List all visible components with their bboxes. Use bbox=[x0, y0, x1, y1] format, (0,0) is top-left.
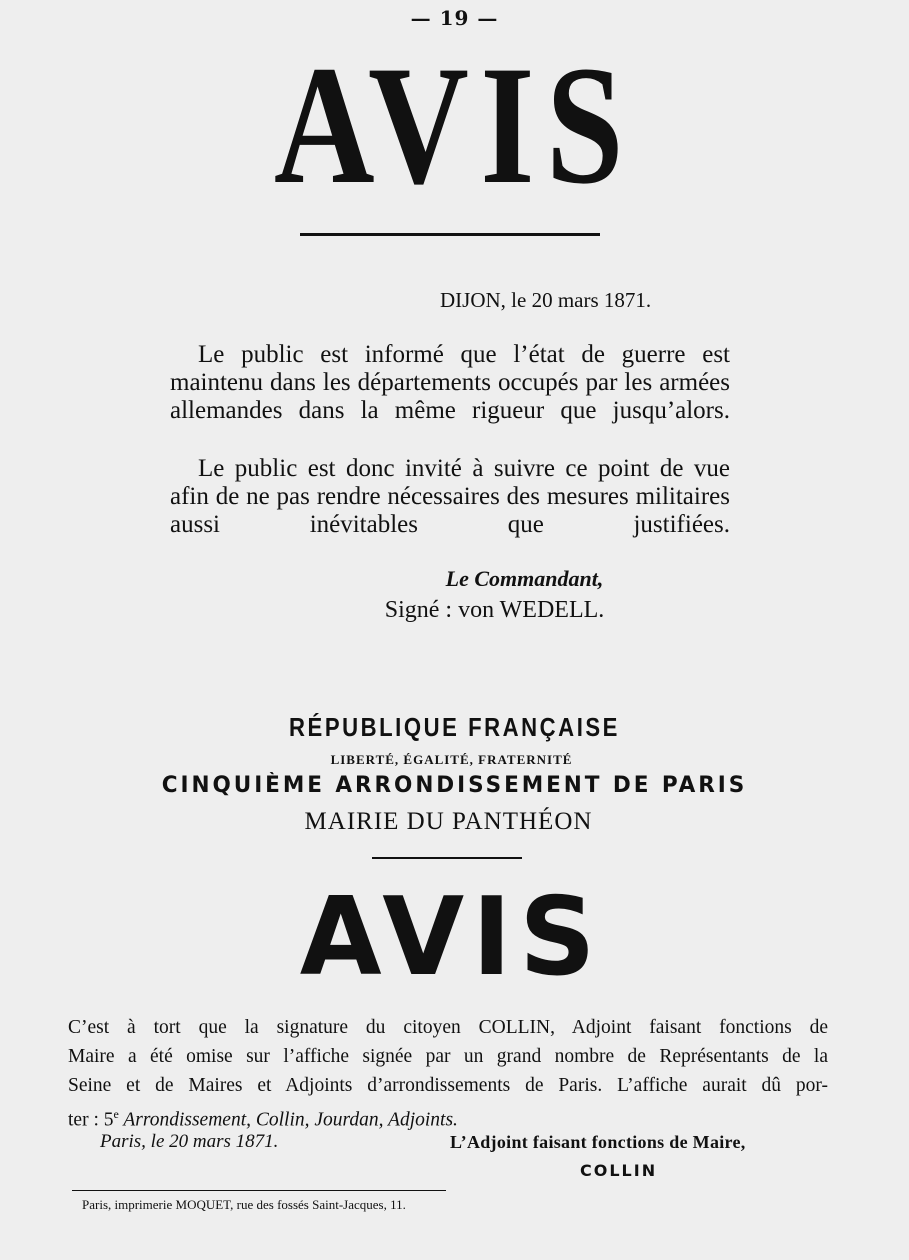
notice2-body-italic: Arrondissement, Collin, Jourdan, Adjoints. bbox=[118, 1109, 458, 1131]
avis-heading-1: AVIS bbox=[273, 31, 636, 219]
notice2-body-line: Seine et de Maires et Adjoints d’arrondissements de Paris. L’affiche aurait dû por- bbox=[68, 1075, 828, 1096]
avis-heading-2: AVIS bbox=[299, 875, 604, 1000]
notice1-paragraph-1 bbox=[170, 341, 730, 425]
notice2-body bbox=[68, 1013, 828, 1129]
notice1-paragraph-2 bbox=[170, 455, 730, 539]
ornament-rule-1 bbox=[300, 233, 600, 236]
dateline-1: DIJON, le 20 mars 1871. bbox=[440, 288, 652, 312]
notice1-paragraph-2-text: Le public est donc invité à suivre ce point de vue afin de ne pas rendre nécessaires des mesures militaires aussi inévitables que justifiées. bbox=[170, 455, 730, 538]
motto: LIBERTÉ, ÉGALITÉ, FRATERNITÉ bbox=[330, 752, 573, 767]
republic-heading: RÉPUBLIQUE FRANÇAISE bbox=[289, 712, 620, 742]
page-number: — 19 — bbox=[410, 6, 499, 30]
adjoint-name: COLLIN bbox=[580, 1161, 658, 1180]
notice2-ordinal: 5 bbox=[103, 1109, 114, 1131]
notice2-body-line: C’est à tort que la signature du citoyen COLLIN, Adjoint faisant fonctions de bbox=[68, 1017, 828, 1038]
notice2-ordinal-sup: e bbox=[113, 1107, 119, 1121]
ornament-rule-2 bbox=[372, 857, 522, 859]
printer-imprint: Paris, imprimerie MOQUET, rue des fossés Saint-Jacques, 11. bbox=[82, 1197, 406, 1212]
place-text: Paris, le 20 mars 1871. bbox=[100, 1131, 279, 1152]
notice2-body-line: Maire a été omise sur l’affiche signée par un grand nombre de Représentants de la bbox=[68, 1046, 828, 1067]
signature-name: Signé : von WEDELL. bbox=[384, 597, 605, 623]
arrondissement-heading: CINQUIÈME ARRONDISSEMENT DE PARIS bbox=[161, 773, 748, 798]
place-date bbox=[100, 1131, 278, 1153]
footer-rule bbox=[72, 1190, 446, 1191]
notice1-paragraph-1-text: Le public est informé que l’état de guerre est maintenu dans les départements occupés par les armées allemandes dans la même rigueur que jusqu’alors. bbox=[170, 341, 730, 424]
adjoint-title: L’Adjoint faisant fonctions de Maire, bbox=[450, 1132, 746, 1152]
notice2-body-prefix: ter : bbox=[68, 1109, 104, 1131]
notice2-body-line-last bbox=[68, 1100, 828, 1129]
signature-title: Le Commandant, bbox=[445, 566, 604, 591]
mairie-heading: MAIRIE DU PANTHÉON bbox=[304, 808, 593, 835]
